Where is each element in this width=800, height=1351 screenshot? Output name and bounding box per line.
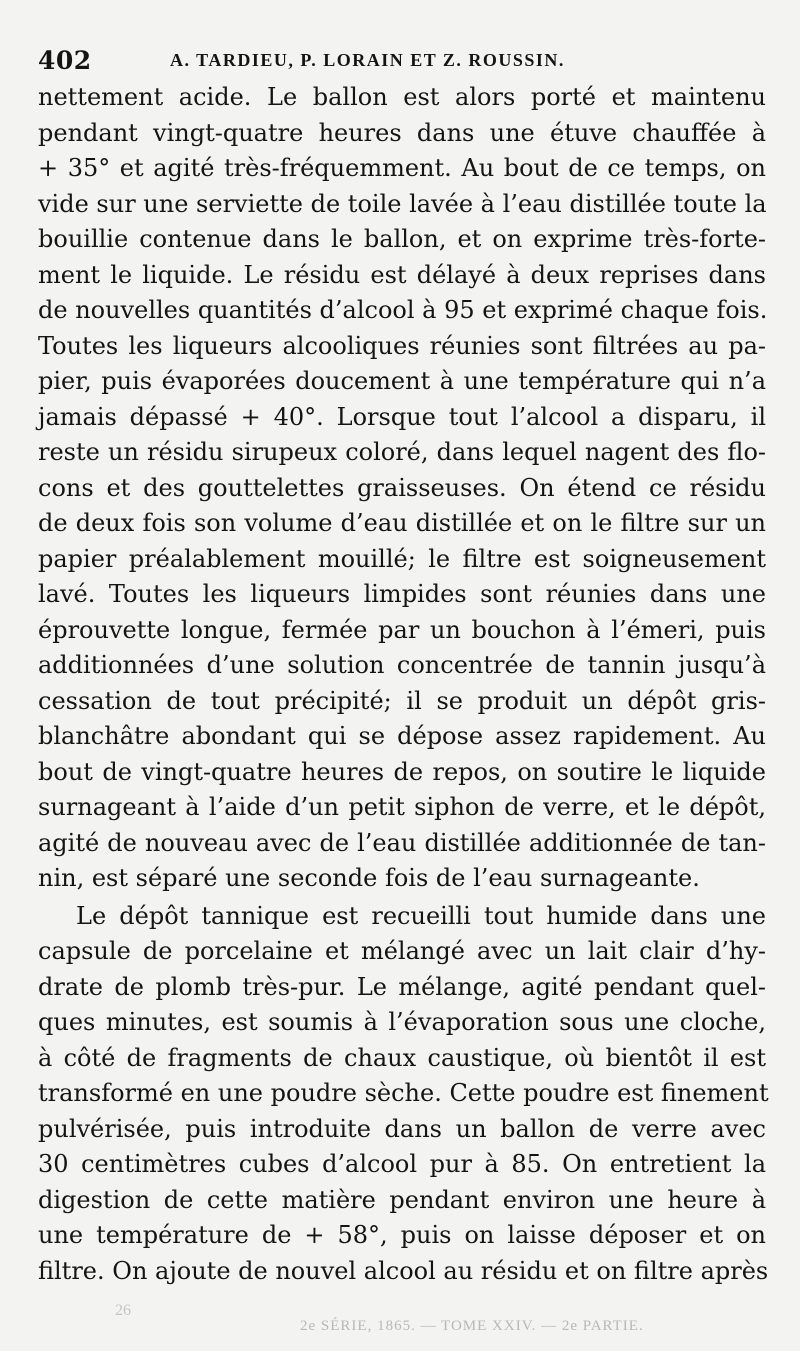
text-line: reste un résidu sirupeux coloré, dans lequel nagent des flo- <box>38 438 766 466</box>
text-line: à côté de fragments de chaux caustique, où bientôt il est <box>38 1043 766 1072</box>
text-line: Toutes les liqueurs alcooliques réunies sont filtrées au pa- <box>38 331 766 360</box>
running-title: A. TARDIEU, P. LORAIN ET Z. ROUSSIN. <box>170 50 565 70</box>
text-line: jamais dépassé + 40°. Lorsque tout l’alcool a disparu, il <box>38 402 766 431</box>
text-line: bout de vingt-quatre heures de repos, on soutire le liquide <box>38 757 766 786</box>
text-line: surnageant à l’aide d’un petit siphon de verre, et le dépôt, <box>38 793 766 821</box>
text-line: + 35° et agité très-fréquemment. Au bout de ce temps, on <box>38 154 766 182</box>
text-line: de deux fois son volume d’eau distillée et on le filtre sur un <box>38 509 766 537</box>
text-line: digestion de cette matière pendant environ une heure à <box>38 1185 766 1214</box>
text-line: nettement acide. Le ballon est alors porté et maintenu <box>38 83 766 111</box>
text-line: transformé en une poudre sèche. Cette poudre est finement <box>38 1079 769 1107</box>
page-number: 402 <box>38 46 92 75</box>
text-line: une température de + 58°, puis on laisse déposer et on <box>38 1221 766 1249</box>
text-line: cons et des gouttelettes graisseuses. On étend ce résidu <box>38 473 766 502</box>
text-line: cessation de tout précipité; il se produit un dépôt gris- <box>38 686 766 715</box>
text-line: agité de nouveau avec de l’eau distillée additionnée de tan- <box>38 828 766 857</box>
text-line: drate de plomb très-pur. Le mélange, agité pendant quel- <box>38 972 766 1001</box>
text-line: éprouvette longue, fermée par un bouchon à l’émeri, puis <box>38 615 766 644</box>
text-line: papier préalablement mouillé; le filtre est soigneusement <box>38 544 766 573</box>
text-line: pier, puis évaporées doucement à une température qui n’a <box>38 367 766 395</box>
print-signature: 2e SÉRIE, 1865. — TOME XXIV. — 2e PARTIE. <box>300 1318 644 1334</box>
text-line: lavé. Toutes les liqueurs limpides sont réunies dans une <box>38 580 766 608</box>
text-line: vide sur une serviette de toile lavée à l’eau distillée toute la <box>38 189 767 218</box>
text-line: pulvérisée, puis introduite dans un ballon de verre avec <box>38 1114 766 1143</box>
signature-number: 26 <box>115 1302 131 1319</box>
text-line: 30 centimètres cubes d’alcool pur à 85. On entretient la <box>38 1150 766 1178</box>
running-header <box>38 46 766 80</box>
text-line: blanchâtre abondant qui se dépose assez rapidement. Au <box>38 722 766 750</box>
text-line: capsule de porcelaine et mélangé avec un lait clair d’hy- <box>38 937 766 965</box>
text-line: Le dépôt tannique est recueilli tout humide dans une <box>76 901 766 930</box>
text-line: ques minutes, est soumis à l’évaporation sous une cloche, <box>38 1008 766 1036</box>
text-line: pendant vingt-quatre heures dans une étuve chauffée à <box>38 118 766 147</box>
text-line: filtre. On ajoute de nouvel alcool au résidu et on filtre après <box>38 1256 769 1285</box>
paragraph-2 <box>38 899 769 1290</box>
text-line: de nouvelles quantités d’alcool à 95 et exprimé chaque fois. <box>38 296 768 324</box>
text-line: nin, est séparé une seconde fois de l’eau surnageante. <box>38 864 700 892</box>
text-line: bouillie contenue dans le ballon, et on exprime très-forte- <box>38 225 766 253</box>
text-line: ment le liquide. Le résidu est délayé à deux reprises dans <box>38 260 766 289</box>
paragraph-1 <box>38 80 766 897</box>
text-line: additionnées d’une solution concentrée de tannin jusqu’à <box>38 651 766 679</box>
